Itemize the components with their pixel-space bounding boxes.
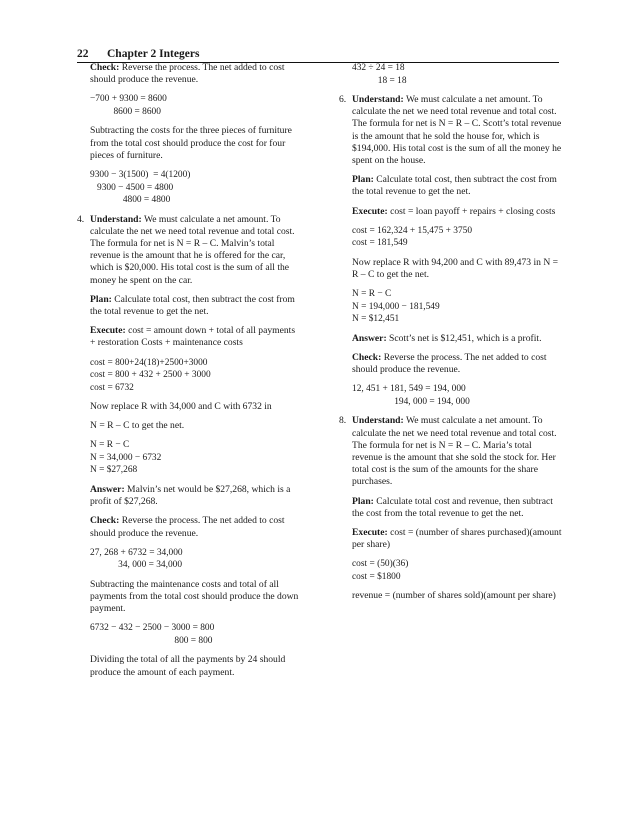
understand-paragraph: [352, 94, 564, 167]
division-check-equation: 432 ÷ 24 = 18 18 = 18: [352, 63, 407, 86]
cost-equation: cost = 800+24(18)+2500+3000 cost = 800 + 432 + 2500 + 3000 cost = 6732: [90, 357, 211, 393]
net-equation: N = R − C N = 34,000 − 6732 N = $27,268: [90, 440, 162, 476]
check-label: Check:: [90, 62, 120, 73]
subtract-paragraph: Subtracting the costs for the three pieces of furniture from the total cost should produce the cost for four pieces of furniture.: [90, 125, 292, 161]
check-2-text: Reverse the process. The net added to cost should produce the revenue.: [90, 515, 285, 539]
left-column: [77, 62, 302, 686]
maintenance-equation: 6732 − 432 − 2500 − 3000 = 800 800 = 800: [90, 623, 215, 646]
page-number: 22: [77, 48, 89, 60]
execute-text: cost = (number of shares purchased)(amount per share): [352, 526, 562, 551]
plan-paragraph: [90, 294, 302, 318]
maintenance-paragraph: Subtracting the maintenance costs and total of all payments from the total cost should produce the down payment.: [90, 578, 299, 615]
problem-6: [339, 94, 564, 167]
execute-paragraph: [352, 527, 564, 551]
problem-number: 8.: [339, 415, 347, 427]
check-paragraph: [90, 62, 302, 86]
execute-label: Execute:: [90, 325, 126, 337]
problem-number: 6.: [339, 94, 347, 105]
understand-label: Understand:: [352, 415, 404, 427]
replace-paragraph: Now replace R with 94,200 and C with 89,473 in N = R – C to get the net.: [352, 256, 559, 281]
answer-text: Scott’s net is $12,451, which is a profit.: [386, 332, 542, 344]
chapter-title: Chapter 2 Integers: [107, 48, 200, 60]
execute-paragraph: [352, 206, 564, 218]
divide-paragraph: Dividing the total of all the payments by 24 should produce the amount of each payment.: [90, 654, 286, 678]
right-column: [339, 62, 564, 610]
answer-label: Answer:: [352, 332, 387, 344]
check-text: Reverse the process. The net added to cost should produce the revenue.: [90, 62, 285, 86]
answer-paragraph: [90, 484, 302, 508]
answer-paragraph: [352, 333, 564, 345]
problem-number: 4.: [77, 213, 85, 225]
execute-label: Execute:: [352, 526, 388, 538]
check-2-label: Check:: [90, 515, 120, 527]
execute-text: cost = loan payoff + repairs + closing costs: [387, 205, 556, 217]
replace-paragraph-2: N = R – C to get the net.: [90, 420, 185, 432]
understand-label: Understand:: [352, 94, 404, 105]
plan-text: Calculate total cost and revenue, then subtract the cost from the total revenue to get the net.: [352, 495, 553, 519]
understand-text: We must calculate a net amount. To calculate the net we need total revenue and total cost. The formula for net is N = R – C. Scott’s total revenue is the amount that he sold the house for, which is $194,000. His total cost is the sum of all the money he spent on the house.: [352, 94, 562, 167]
problem-4: [77, 213, 302, 287]
cost-equation: cost = (50)(36) cost = $1800: [352, 559, 409, 582]
check-label: Check:: [352, 351, 382, 363]
check-2-equation: 27, 268 + 6732 = 34,000 34, 000 = 34,000: [90, 547, 183, 571]
execute-label: Execute:: [352, 205, 388, 217]
check-2-paragraph: [90, 515, 302, 539]
subtract-equation: 9300 − 3(1500) = 4(1200) 9300 − 4500 = 4800 4800 = 4800: [90, 170, 191, 206]
plan-label: Plan:: [352, 174, 374, 186]
plan-label: Plan:: [90, 293, 112, 305]
revenue-paragraph: revenue = (number of shares sold)(amount per share): [352, 590, 556, 602]
plan-text: Calculate total cost, then subtract the cost from the total revenue to get the net.: [90, 293, 295, 317]
understand-text: We must calculate a net amount. To calculate the net we need total revenue and total cost. The formula for net is N = R – C. Malvin’s total revenue is the amount that he is offered for the car, which is $20,000. His total cost is the sum of all the money he spent on the car.: [90, 213, 295, 286]
check-text: Reverse the process. The net added to cost should produce the revenue.: [352, 351, 547, 376]
understand-paragraph: [90, 214, 302, 287]
cost-equation: cost = 162,324 + 15,475 + 3750 cost = 181,549: [352, 225, 473, 249]
check-paragraph: [352, 352, 564, 376]
plan-paragraph: [352, 174, 564, 198]
execute-text: cost = amount down + total of all payments + restoration Costs + maintenance costs: [90, 325, 296, 349]
plan-paragraph: [352, 496, 564, 520]
plan-text: Calculate total cost, then subtract the cost from the total revenue to get the net.: [352, 174, 557, 198]
problem-8: [339, 415, 564, 488]
check-equation: −700 + 9300 = 8600 8600 = 8600: [90, 94, 167, 117]
answer-text: Malvin’s net would be $27,268, which is a profit of $27,268.: [90, 483, 291, 508]
understand-text: We must calculate a net amount. To calculate the net we need total revenue and total cost. The formula for net is N = R – C. Maria’s total revenue is the amount that she sold the stock for. Her total cost is the sum of the amounts for the share purchases.: [352, 415, 557, 488]
execute-paragraph: [90, 325, 302, 349]
check-equation: 12, 451 + 181, 549 = 194, 000 194, 000 = 194, 000: [352, 384, 470, 407]
replace-paragraph: Now replace R with 34,000 and C with 6732 in: [90, 401, 272, 413]
understand-paragraph: [352, 415, 564, 488]
page-header: [77, 48, 559, 60]
understand-label: Understand:: [90, 213, 142, 225]
plan-label: Plan:: [352, 495, 374, 507]
answer-label: Answer:: [90, 483, 125, 495]
net-equation: N = R − C N = 194,000 − 181,549 N = $12,451: [352, 289, 440, 325]
